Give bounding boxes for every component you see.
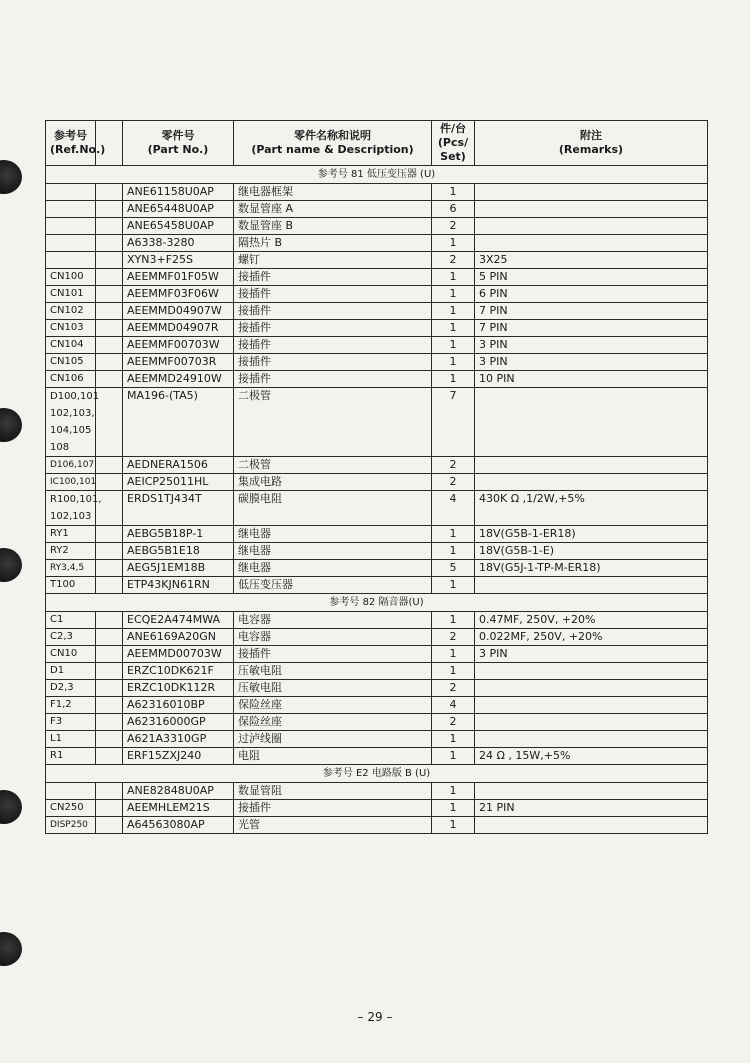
table-row	[46, 269, 708, 286]
blank-cell	[96, 388, 123, 457]
part-number-cell: ANE6169A20GN	[123, 629, 234, 646]
part-number-cell: A64563080AP	[123, 817, 234, 834]
ref-cell: C2,3	[46, 629, 96, 646]
description-cell: 二极管	[234, 388, 432, 457]
part-number-cell: AEEMMD04907W	[123, 303, 234, 320]
remarks-cell: 21 PIN	[475, 800, 708, 817]
table-row	[46, 184, 708, 201]
qty-cell: 1	[432, 748, 475, 765]
remarks-cell	[475, 184, 708, 201]
qty-cell: 1	[432, 817, 475, 834]
description-cell: 数显管座 B	[234, 218, 432, 235]
blank-cell	[96, 337, 123, 354]
blank-cell	[96, 680, 123, 697]
table-row	[46, 474, 708, 491]
part-number-cell: AEEMMD00703W	[123, 646, 234, 663]
description-cell: 继电器	[234, 543, 432, 560]
description-cell: 电容器	[234, 629, 432, 646]
qty-cell: 1	[432, 612, 475, 629]
part-number-cell: ERZC10DK112R	[123, 680, 234, 697]
blank-cell	[96, 371, 123, 388]
qty-cell: 2	[432, 629, 475, 646]
remarks-cell: 0.47MF, 250V, +20%	[475, 612, 708, 629]
blank-cell	[96, 303, 123, 320]
qty-cell: 1	[432, 371, 475, 388]
description-cell: 保险丝座	[234, 714, 432, 731]
blank-cell	[96, 543, 123, 560]
ref-cell	[46, 783, 96, 800]
header-ref-no-cn: 参考号	[54, 129, 87, 142]
part-number-cell: ANE65458U0AP	[123, 218, 234, 235]
description-cell: 继电器	[234, 560, 432, 577]
qty-cell: 1	[432, 526, 475, 543]
qty-cell: 4	[432, 491, 475, 526]
remarks-cell: 7 PIN	[475, 320, 708, 337]
blank-cell	[96, 286, 123, 303]
ref-cell: RY3,4,5	[46, 560, 96, 577]
description-cell: 继电器框架	[234, 184, 432, 201]
ref-cell	[46, 184, 96, 201]
part-number-cell: AEEMMF03F06W	[123, 286, 234, 303]
remarks-cell	[475, 714, 708, 731]
ref-cell: RY1	[46, 526, 96, 543]
description-cell: 接插件	[234, 286, 432, 303]
blank-cell	[96, 526, 123, 543]
parts-table	[45, 120, 708, 834]
table-row	[46, 303, 708, 320]
blank-cell	[96, 800, 123, 817]
description-cell: 接插件	[234, 800, 432, 817]
blank-cell	[96, 218, 123, 235]
part-number-cell: XYN3+F25S	[123, 252, 234, 269]
ref-cell	[46, 235, 96, 252]
description-cell: 隔热片 B	[234, 235, 432, 252]
remarks-cell	[475, 680, 708, 697]
remarks-cell	[475, 474, 708, 491]
part-number-cell: AEEMMD04907R	[123, 320, 234, 337]
table-row	[46, 218, 708, 235]
description-cell: 压敏电阻	[234, 680, 432, 697]
description-cell: 数显管座 A	[234, 201, 432, 218]
ref-cell: RY2	[46, 543, 96, 560]
ref-cell: CN10	[46, 646, 96, 663]
qty-cell: 1	[432, 800, 475, 817]
remarks-cell	[475, 731, 708, 748]
table-row	[46, 252, 708, 269]
description-cell: 继电器	[234, 526, 432, 543]
qty-cell: 1	[432, 286, 475, 303]
header-part-no-en: (Part No.)	[147, 143, 209, 156]
qty-cell: 1	[432, 337, 475, 354]
description-cell: 接插件	[234, 320, 432, 337]
description-cell: 二极管	[234, 457, 432, 474]
remarks-cell	[475, 817, 708, 834]
table-row	[46, 817, 708, 834]
ref-cell: D2,3	[46, 680, 96, 697]
remarks-cell: 10 PIN	[475, 371, 708, 388]
table-row	[46, 491, 708, 526]
qty-cell: 5	[432, 560, 475, 577]
description-cell: 接插件	[234, 269, 432, 286]
header-qty	[432, 121, 475, 166]
part-number-cell: A62316000GP	[123, 714, 234, 731]
blank-cell	[96, 252, 123, 269]
remarks-cell	[475, 577, 708, 594]
ref-cell: C1	[46, 612, 96, 629]
header-remarks	[475, 121, 708, 166]
remarks-cell	[475, 457, 708, 474]
part-number-cell: AEBG5B18P-1	[123, 526, 234, 543]
remarks-cell: 3 PIN	[475, 354, 708, 371]
ref-cell	[46, 252, 96, 269]
part-number-cell: AEEMMF01F05W	[123, 269, 234, 286]
binder-hole	[0, 160, 22, 194]
ref-cell: D100,101 102,103, 104,105 108	[46, 388, 96, 457]
table-row	[46, 680, 708, 697]
blank-cell	[96, 457, 123, 474]
blank-cell	[96, 783, 123, 800]
description-cell: 电阻	[234, 748, 432, 765]
remarks-cell: 18V(G5J-1-TP-M-ER18)	[475, 560, 708, 577]
qty-cell: 1	[432, 646, 475, 663]
table-row	[46, 714, 708, 731]
table-row	[46, 800, 708, 817]
remarks-cell	[475, 218, 708, 235]
remarks-cell: 0.022MF, 250V, +20%	[475, 629, 708, 646]
table-row	[46, 286, 708, 303]
section-title: 参考号 81 低压变压器 (U)	[46, 166, 708, 184]
page-number: – 29 –	[357, 1010, 393, 1024]
part-number-cell: ETP43KJN61RN	[123, 577, 234, 594]
part-number-cell: ANE65448U0AP	[123, 201, 234, 218]
blank-cell	[96, 817, 123, 834]
blank-cell	[96, 235, 123, 252]
ref-cell: CN105	[46, 354, 96, 371]
qty-cell: 1	[432, 269, 475, 286]
table-row	[46, 457, 708, 474]
table-row	[46, 320, 708, 337]
part-number-cell: AEEMHLEM21S	[123, 800, 234, 817]
remarks-cell: 6 PIN	[475, 286, 708, 303]
qty-cell: 1	[432, 543, 475, 560]
blank-cell	[96, 663, 123, 680]
description-cell: 接插件	[234, 303, 432, 320]
qty-cell: 1	[432, 303, 475, 320]
header-qty-cn: 件/台	[439, 122, 467, 135]
remarks-cell	[475, 201, 708, 218]
remarks-cell: 24 Ω , 15W,+5%	[475, 748, 708, 765]
part-number-cell: AEEMMF00703R	[123, 354, 234, 371]
qty-cell: 1	[432, 783, 475, 800]
binder-hole	[0, 408, 22, 442]
blank-cell	[96, 731, 123, 748]
ref-cell: CN101	[46, 286, 96, 303]
header-remarks-en: (Remarks)	[558, 143, 624, 156]
description-cell: 压敏电阻	[234, 663, 432, 680]
part-number-cell: ERF15ZXJ240	[123, 748, 234, 765]
qty-cell: 6	[432, 201, 475, 218]
table-row	[46, 612, 708, 629]
description-cell: 集成电路	[234, 474, 432, 491]
qty-cell: 7	[432, 388, 475, 457]
description-cell: 接插件	[234, 354, 432, 371]
part-number-cell: ANE61158U0AP	[123, 184, 234, 201]
blank-cell	[96, 354, 123, 371]
ref-cell: T100	[46, 577, 96, 594]
remarks-cell: 3 PIN	[475, 337, 708, 354]
parts-table-body	[46, 166, 708, 834]
table-row	[46, 577, 708, 594]
remarks-cell: 18V(G5B-1-ER18)	[475, 526, 708, 543]
ref-cell: CN100	[46, 269, 96, 286]
qty-cell: 1	[432, 184, 475, 201]
blank-cell	[96, 697, 123, 714]
ref-cell: CN102	[46, 303, 96, 320]
remarks-cell: 430K Ω ,1/2W,+5%	[475, 491, 708, 526]
qty-cell: 1	[432, 731, 475, 748]
qty-cell: 1	[432, 320, 475, 337]
remarks-cell	[475, 235, 708, 252]
table-row	[46, 697, 708, 714]
header-part-no	[123, 121, 234, 166]
table-row	[46, 731, 708, 748]
table-row	[46, 371, 708, 388]
part-number-cell: AEG5J1EM18B	[123, 560, 234, 577]
part-number-cell: ERDS1TJ434T	[123, 491, 234, 526]
description-cell: 光管	[234, 817, 432, 834]
section-header-row	[46, 166, 708, 184]
ref-cell: F3	[46, 714, 96, 731]
qty-cell: 2	[432, 714, 475, 731]
description-cell: 保险丝座	[234, 697, 432, 714]
qty-cell: 2	[432, 252, 475, 269]
header-part-no-cn: 零件号	[161, 129, 195, 142]
blank-cell	[96, 201, 123, 218]
header-ref-no-en: (Ref.No.)	[50, 143, 106, 156]
remarks-cell: 5 PIN	[475, 269, 708, 286]
part-number-cell: AEBG5B1E18	[123, 543, 234, 560]
table-row	[46, 388, 708, 457]
table-header-row	[46, 121, 708, 166]
ref-cell: CN250	[46, 800, 96, 817]
blank-cell	[96, 184, 123, 201]
blank-cell	[96, 269, 123, 286]
ref-cell: CN106	[46, 371, 96, 388]
table-row	[46, 663, 708, 680]
description-cell: 过泸线圈	[234, 731, 432, 748]
table-row	[46, 543, 708, 560]
description-cell: 螺钉	[234, 252, 432, 269]
part-number-cell: ANE82848U0AP	[123, 783, 234, 800]
ref-cell: IC100,101	[46, 474, 96, 491]
section-title: 参考号 82 隔音器(U)	[46, 594, 708, 612]
qty-cell: 2	[432, 457, 475, 474]
description-cell: 低压变压器	[234, 577, 432, 594]
description-cell: 碳膜电阻	[234, 491, 432, 526]
qty-cell: 4	[432, 697, 475, 714]
qty-cell: 1	[432, 235, 475, 252]
blank-cell	[96, 577, 123, 594]
blank-cell	[96, 474, 123, 491]
ref-cell: DISP250	[46, 817, 96, 834]
header-desc-cn: 零件名称和说明	[294, 129, 371, 142]
description-cell: 接插件	[234, 337, 432, 354]
table-row	[46, 748, 708, 765]
qty-cell: 2	[432, 218, 475, 235]
description-cell: 接插件	[234, 646, 432, 663]
table-row	[46, 235, 708, 252]
part-number-cell: AEDNERA1506	[123, 457, 234, 474]
header-qty-en: (Pcs/ Set)	[437, 136, 469, 163]
blank-cell	[96, 646, 123, 663]
remarks-cell: 18V(G5B-1-E)	[475, 543, 708, 560]
table-row	[46, 783, 708, 800]
description-cell: 数显管阻	[234, 783, 432, 800]
table-row	[46, 201, 708, 218]
table-row	[46, 629, 708, 646]
ref-cell: CN103	[46, 320, 96, 337]
description-cell: 电容器	[234, 612, 432, 629]
remarks-cell	[475, 697, 708, 714]
part-number-cell: AEICP25011HL	[123, 474, 234, 491]
header-description	[234, 121, 432, 166]
remarks-cell: 3 PIN	[475, 646, 708, 663]
qty-cell: 1	[432, 663, 475, 680]
header-desc-en: (Part name & Description)	[251, 143, 414, 156]
part-number-cell: AEEMMF00703W	[123, 337, 234, 354]
part-number-cell: AEEMMD24910W	[123, 371, 234, 388]
ref-cell	[46, 201, 96, 218]
binder-hole	[0, 548, 22, 582]
part-number-cell: ECQE2A474MWA	[123, 612, 234, 629]
section-title: 参考号 E2 电路版 B (U)	[46, 765, 708, 783]
remarks-cell: 7 PIN	[475, 303, 708, 320]
remarks-cell	[475, 663, 708, 680]
ref-cell: R100,101, 102,103	[46, 491, 96, 526]
header-ref-no	[46, 121, 106, 166]
blank-cell	[96, 629, 123, 646]
part-number-cell: A621A3310GP	[123, 731, 234, 748]
table-row	[46, 560, 708, 577]
qty-cell: 1	[432, 354, 475, 371]
qty-cell: 2	[432, 474, 475, 491]
remarks-cell: 3X25	[475, 252, 708, 269]
section-header-row	[46, 594, 708, 612]
ref-cell: D1	[46, 663, 96, 680]
binder-hole	[0, 932, 22, 966]
table-row	[46, 646, 708, 663]
blank-cell	[96, 560, 123, 577]
part-number-cell: MA196-(TA5)	[123, 388, 234, 457]
ref-cell: CN104	[46, 337, 96, 354]
ref-cell: L1	[46, 731, 96, 748]
qty-cell: 2	[432, 680, 475, 697]
description-cell: 接插件	[234, 371, 432, 388]
remarks-cell	[475, 783, 708, 800]
table-row	[46, 337, 708, 354]
ref-cell: R1	[46, 748, 96, 765]
blank-cell	[96, 748, 123, 765]
blank-cell	[96, 714, 123, 731]
remarks-cell	[475, 388, 708, 457]
header-remarks-cn: 附注	[580, 129, 602, 142]
qty-cell: 1	[432, 577, 475, 594]
binder-hole	[0, 790, 22, 824]
blank-cell	[96, 612, 123, 629]
table-row	[46, 526, 708, 543]
table-row	[46, 354, 708, 371]
section-header-row	[46, 765, 708, 783]
part-number-cell: A62316010BP	[123, 697, 234, 714]
part-number-cell: A6338-3280	[123, 235, 234, 252]
part-number-cell: ERZC10DK621F	[123, 663, 234, 680]
ref-cell: D106,107	[46, 457, 96, 474]
ref-cell: F1,2	[46, 697, 96, 714]
blank-cell	[96, 320, 123, 337]
ref-cell	[46, 218, 96, 235]
